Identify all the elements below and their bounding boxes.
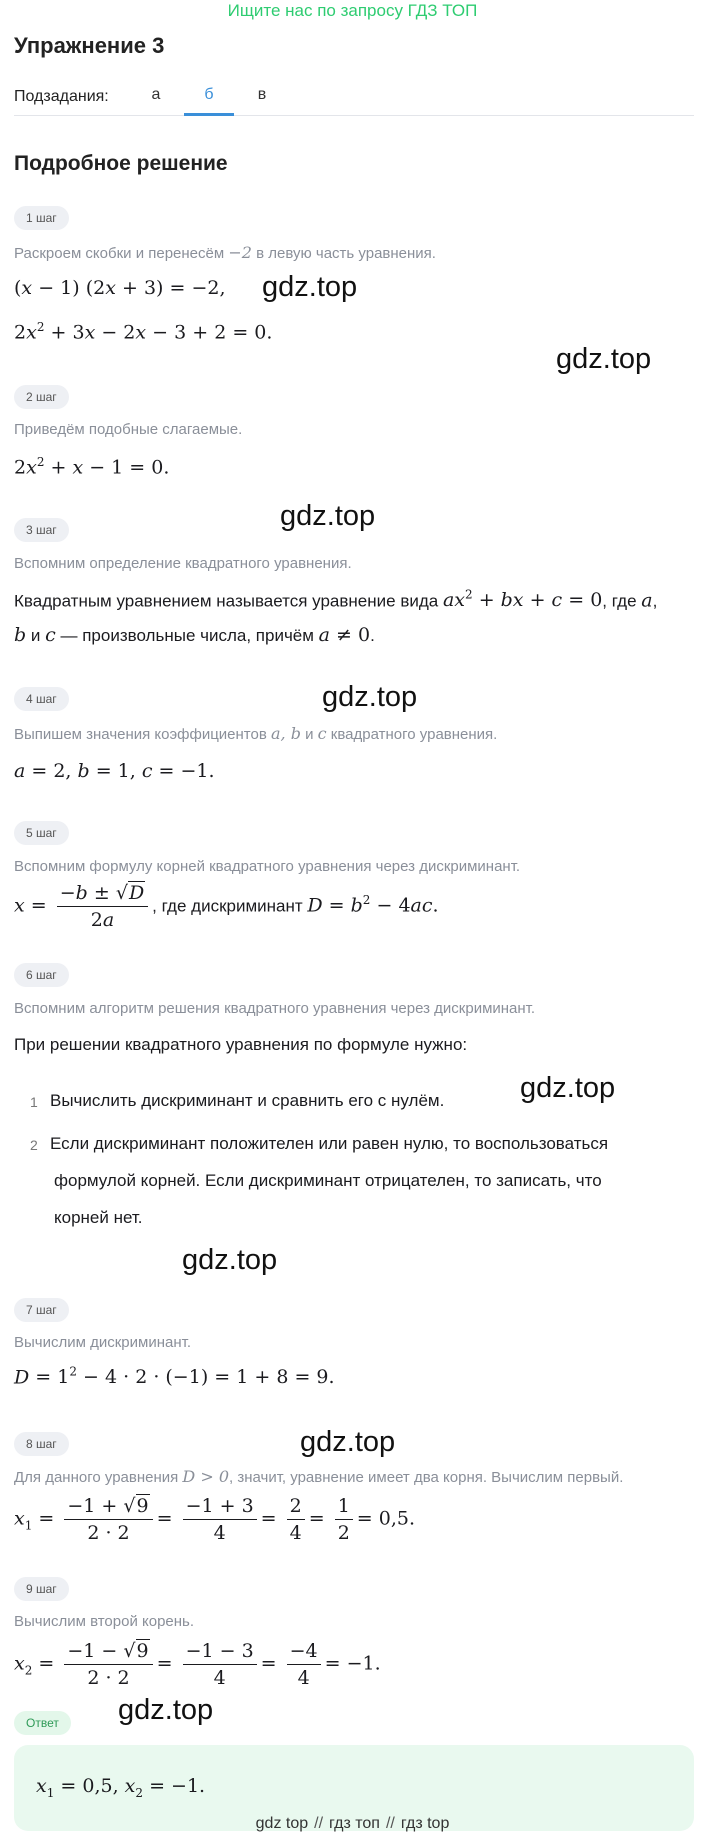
promo-banner[interactable]: Ищите нас по запросу ГДЗ ТОП [227, 1, 478, 20]
step-badge: 7 шаг [14, 1298, 69, 1322]
list-number: 1 [30, 1094, 38, 1110]
answer-math: $x_1 = 0,5$, $x_2 = -1$. [36, 1775, 206, 1800]
math-line: $2x^2 + x - 1 = 0$. [14, 455, 170, 479]
tab-a[interactable]: а [151, 86, 161, 103]
step-description: Вспомним формулу корней квадратного уравнения через дискриминант. [14, 858, 521, 875]
step-badge: 1 шаг [14, 206, 69, 230]
step-badge: 9 шаг [14, 1577, 69, 1601]
watermark: gdz.top [262, 271, 358, 303]
algorithm-intro: При решении квадратного уравнения по формуле нужно: [14, 1035, 468, 1054]
math-line: a = 2, b = 1, c = −1. [14, 760, 215, 782]
footer-link[interactable]: gdz top [255, 1815, 309, 1832]
section-title: Подробное решение [14, 152, 228, 175]
formula-line: x = $\frac{-b \pm √D}{2a}$ , где дискриминант $D = b^2 - 4ac$. [14, 882, 439, 931]
watermark: gdz.top [322, 681, 418, 713]
watermark: gdz.top [520, 1072, 616, 1104]
tab-v[interactable]: в [257, 86, 267, 103]
list-item: Вычислить дискриминант и сравнить его с нулём. [50, 1091, 445, 1110]
math-line: (x − 1) (2x + 3) = −2, [14, 277, 226, 299]
step-description: Вспомним определение квадратного уравнения. [14, 555, 352, 572]
list-item: корней нет. [54, 1208, 143, 1227]
step-description: Выпишем значения коэффициентов a, b и c квадратного уравнения. [14, 724, 498, 743]
page-title: Упражнение 3 [14, 33, 165, 58]
subtasks-label: Подзадания: [14, 88, 109, 105]
list-item: формулой корней. Если дискриминант отрицателен, то записать, что [54, 1171, 602, 1190]
step-description: Вспомним алгоритм решения квадратного уравнения через дискриминант. [14, 1000, 536, 1017]
list-number: 2 [30, 1137, 38, 1153]
step-badge: 4 шаг [14, 687, 69, 711]
step-badge: 2 шаг [14, 385, 69, 409]
watermark: gdz.top [118, 1694, 214, 1726]
watermark: gdz.top [300, 1426, 396, 1458]
step-badge: 6 шаг [14, 963, 69, 987]
step-description: Вычислим второй корень. [14, 1613, 195, 1630]
list-item: Если дискриминант положителен или равен нулю, то воспользоваться [50, 1134, 609, 1153]
watermark: gdz.top [556, 343, 652, 375]
definition-text: b и c — произвольные числа, причём a ≠ 0. [14, 624, 375, 646]
step-badge: 5 шаг [14, 821, 69, 845]
step-description: Приведём подобные слагаемые. [14, 421, 243, 438]
formula-line: $x_2$ = $\frac{-1 - √9}{2 \cdot 2}$ = $\frac{-1 - 3}{4}$ = $\frac{-4}{4}$ = −1. [14, 1640, 381, 1689]
step-description: Вычислим дискриминант. [14, 1334, 191, 1351]
footer-separator: // [314, 1815, 324, 1832]
footer-links [0, 1815, 705, 1833]
step-description: Для данного уравнения D > 0, значит, уравнение имеет два корня. Вычислим первый. [14, 1467, 624, 1486]
active-tab-indicator [184, 113, 234, 116]
definition-text: Квадратным уравнением называется уравнение вида $ax^2$ + bx + c = 0, где a, [14, 588, 658, 612]
step-badge: 8 шаг [14, 1432, 69, 1456]
formula-line: $x_1$ = $\frac{-1 + √9}{2 \cdot 2}$ = $\frac{-1 + 3}{4}$ = $\frac{2}{4}$ = $\frac{1}{2}$ = 0,5. [14, 1495, 416, 1544]
footer-separator: // [385, 1815, 395, 1832]
math-line: $2x^2 + 3x - 2x - 3 + 2 = 0$. [14, 320, 273, 344]
tab-b[interactable]: б [204, 86, 214, 103]
math-line: $D = 1^2 - 4 \cdot 2 \cdot (-1) = 1 + 8 = 9$. [14, 1365, 335, 1389]
tabs-divider [14, 115, 694, 116]
step-badge: 3 шаг [14, 518, 69, 542]
answer-badge: Ответ [14, 1711, 71, 1735]
step-description: Раскроем скобки и перенесём −2 в левую часть уравнения. [14, 243, 436, 262]
watermark: gdz.top [280, 500, 376, 532]
footer-link[interactable]: гдз top [400, 1815, 450, 1832]
watermark: gdz.top [182, 1244, 278, 1276]
footer-link[interactable]: гдз топ [329, 1815, 380, 1832]
